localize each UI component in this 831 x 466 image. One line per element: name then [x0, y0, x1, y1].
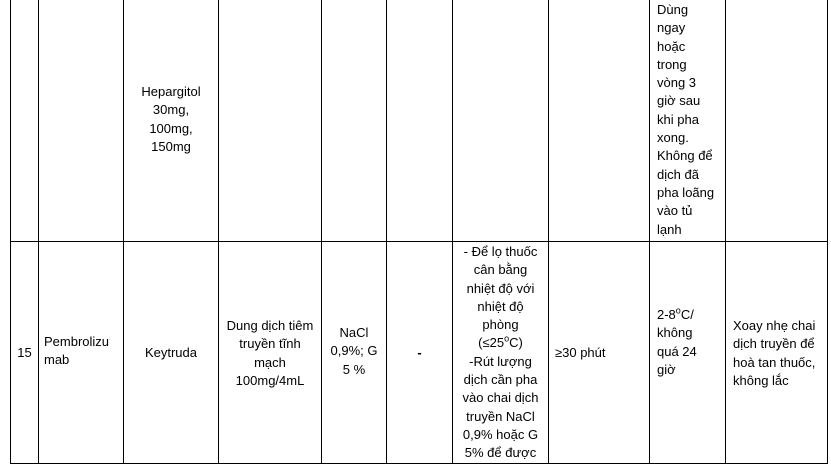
row-divider	[10, 241, 828, 242]
table-border-right	[827, 0, 828, 464]
table-border	[38, 0, 39, 464]
duration-cell: ≥30 phút	[555, 345, 606, 360]
table-border	[386, 0, 387, 464]
dash-cell: -	[417, 345, 422, 360]
ingredient-cell: Pembrolizu mab	[44, 334, 110, 368]
dosage-form-cell: Dung dịch tiêm truyền tĩnh mạch 100mg/4mL	[226, 318, 314, 388]
table-border	[548, 0, 549, 464]
table-border	[725, 0, 726, 464]
table-border-left	[10, 0, 11, 464]
storage-cell: 2-8$^o$C/ không quá 24 giờ	[657, 305, 697, 377]
note-cell: Xoay nhẹ chai dịch truyền để hoà tan thuốc, không lắc	[733, 318, 816, 388]
table-border	[218, 0, 219, 464]
prev-brand-cell: Hepargitol 30mg, 100mg, 150mg	[141, 84, 201, 154]
table-border	[321, 0, 322, 464]
prev-storage-cell: Dùng ngay hoặc trong vòng 3 giờ sau khi pha xong. Không để dịch đã pha loãng vào tủ lạnh	[657, 2, 715, 237]
table-border	[649, 0, 650, 464]
row-number: 15	[17, 345, 32, 360]
table-border-bottom	[10, 463, 828, 464]
table-border	[123, 0, 124, 464]
preparation-cell: - Để lọ thuốc cân bằng nhiệt độ với nhiệt độ phòng $(\le 25^oC)$ -Rút lượng dịch cần pha vào chai dịch truyền NaCl 0,9% hoặc G 5% để được	[462, 244, 539, 461]
brand-cell: Keytruda	[144, 345, 198, 360]
solvent-cell: NaCl 0,9%; G 5 %	[330, 325, 378, 377]
